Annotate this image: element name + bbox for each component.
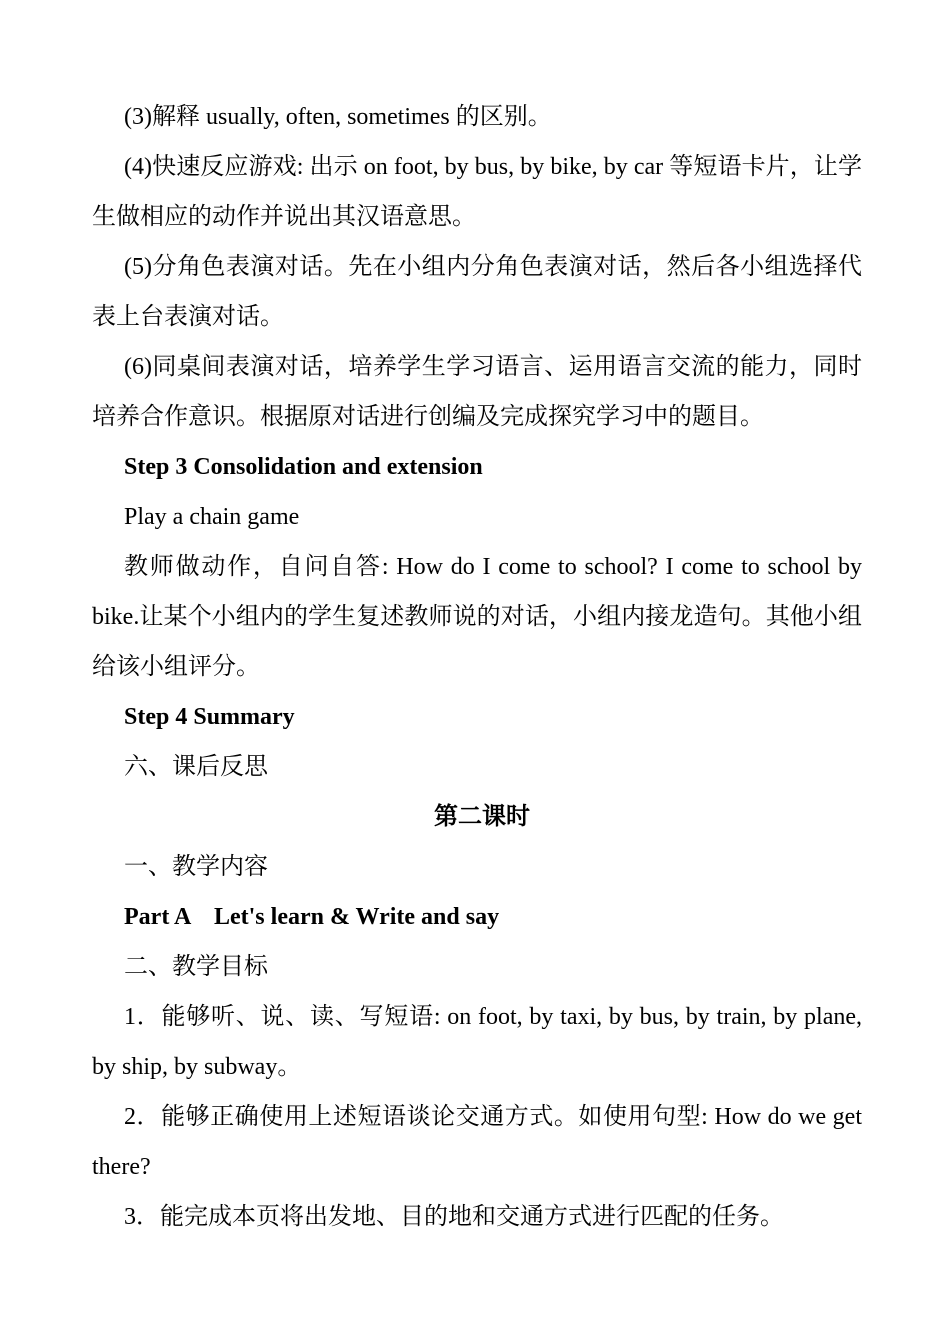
paragraph-chain-game: Play a chain game (124, 504, 300, 530)
paragraph-goal-3: 3．能完成本页将出发地、目的地和交通方式进行匹配的任务。 (124, 1204, 784, 1230)
paragraph-goal-1: 1．能够听、说、读、写短语: on foot, by taxi, by bus, by train, by plane, by ship, by subway。 (92, 1004, 862, 1080)
section-title-lesson-2: 第二课时 (434, 804, 530, 830)
heading-teaching-goals: 二、教学目标 (124, 954, 268, 980)
paragraph-step-2-item-5: (5)分角色表演对话。先在小组内分角色表演对话，然后各小组选择代表上台表演对话。 (92, 254, 862, 330)
paragraph-step-2-item-6: (6)同桌间表演对话，培养学生学习语言、运用语言交流的能力，同时培养合作意识。根据原对话进行创编及完成探究学习中的题目。 (92, 354, 862, 430)
paragraph-step-2-item-3: (3)解释 usually, often, sometimes 的区别。 (124, 104, 552, 130)
paragraph-teacher-demo: 教师做动作，自问自答: How do I come to school? I come to school by bike.让某个小组内的学生复述教师说的对话，小组内接龙造句。其他小组给该小组评分。 (92, 554, 862, 680)
paragraph-part-a: Part A Let's learn & Write and say (124, 904, 500, 930)
heading-step-3: Step 3 Consolidation and extension (124, 454, 483, 480)
heading-reflection: 六、课后反思 (124, 754, 268, 780)
document-page (92, 92, 862, 1242)
paragraph-goal-2: 2．能够正确使用上述短语谈论交通方式。如使用句型: How do we get there? (92, 1104, 862, 1180)
paragraph-step-2-item-4: (4)快速反应游戏: 出示 on foot, by bus, by bike, by car 等短语卡片，让学生做相应的动作并说出其汉语意思。 (92, 154, 862, 230)
heading-teaching-content: 一、教学内容 (124, 854, 268, 880)
heading-step-4: Step 4 Summary (124, 704, 295, 730)
